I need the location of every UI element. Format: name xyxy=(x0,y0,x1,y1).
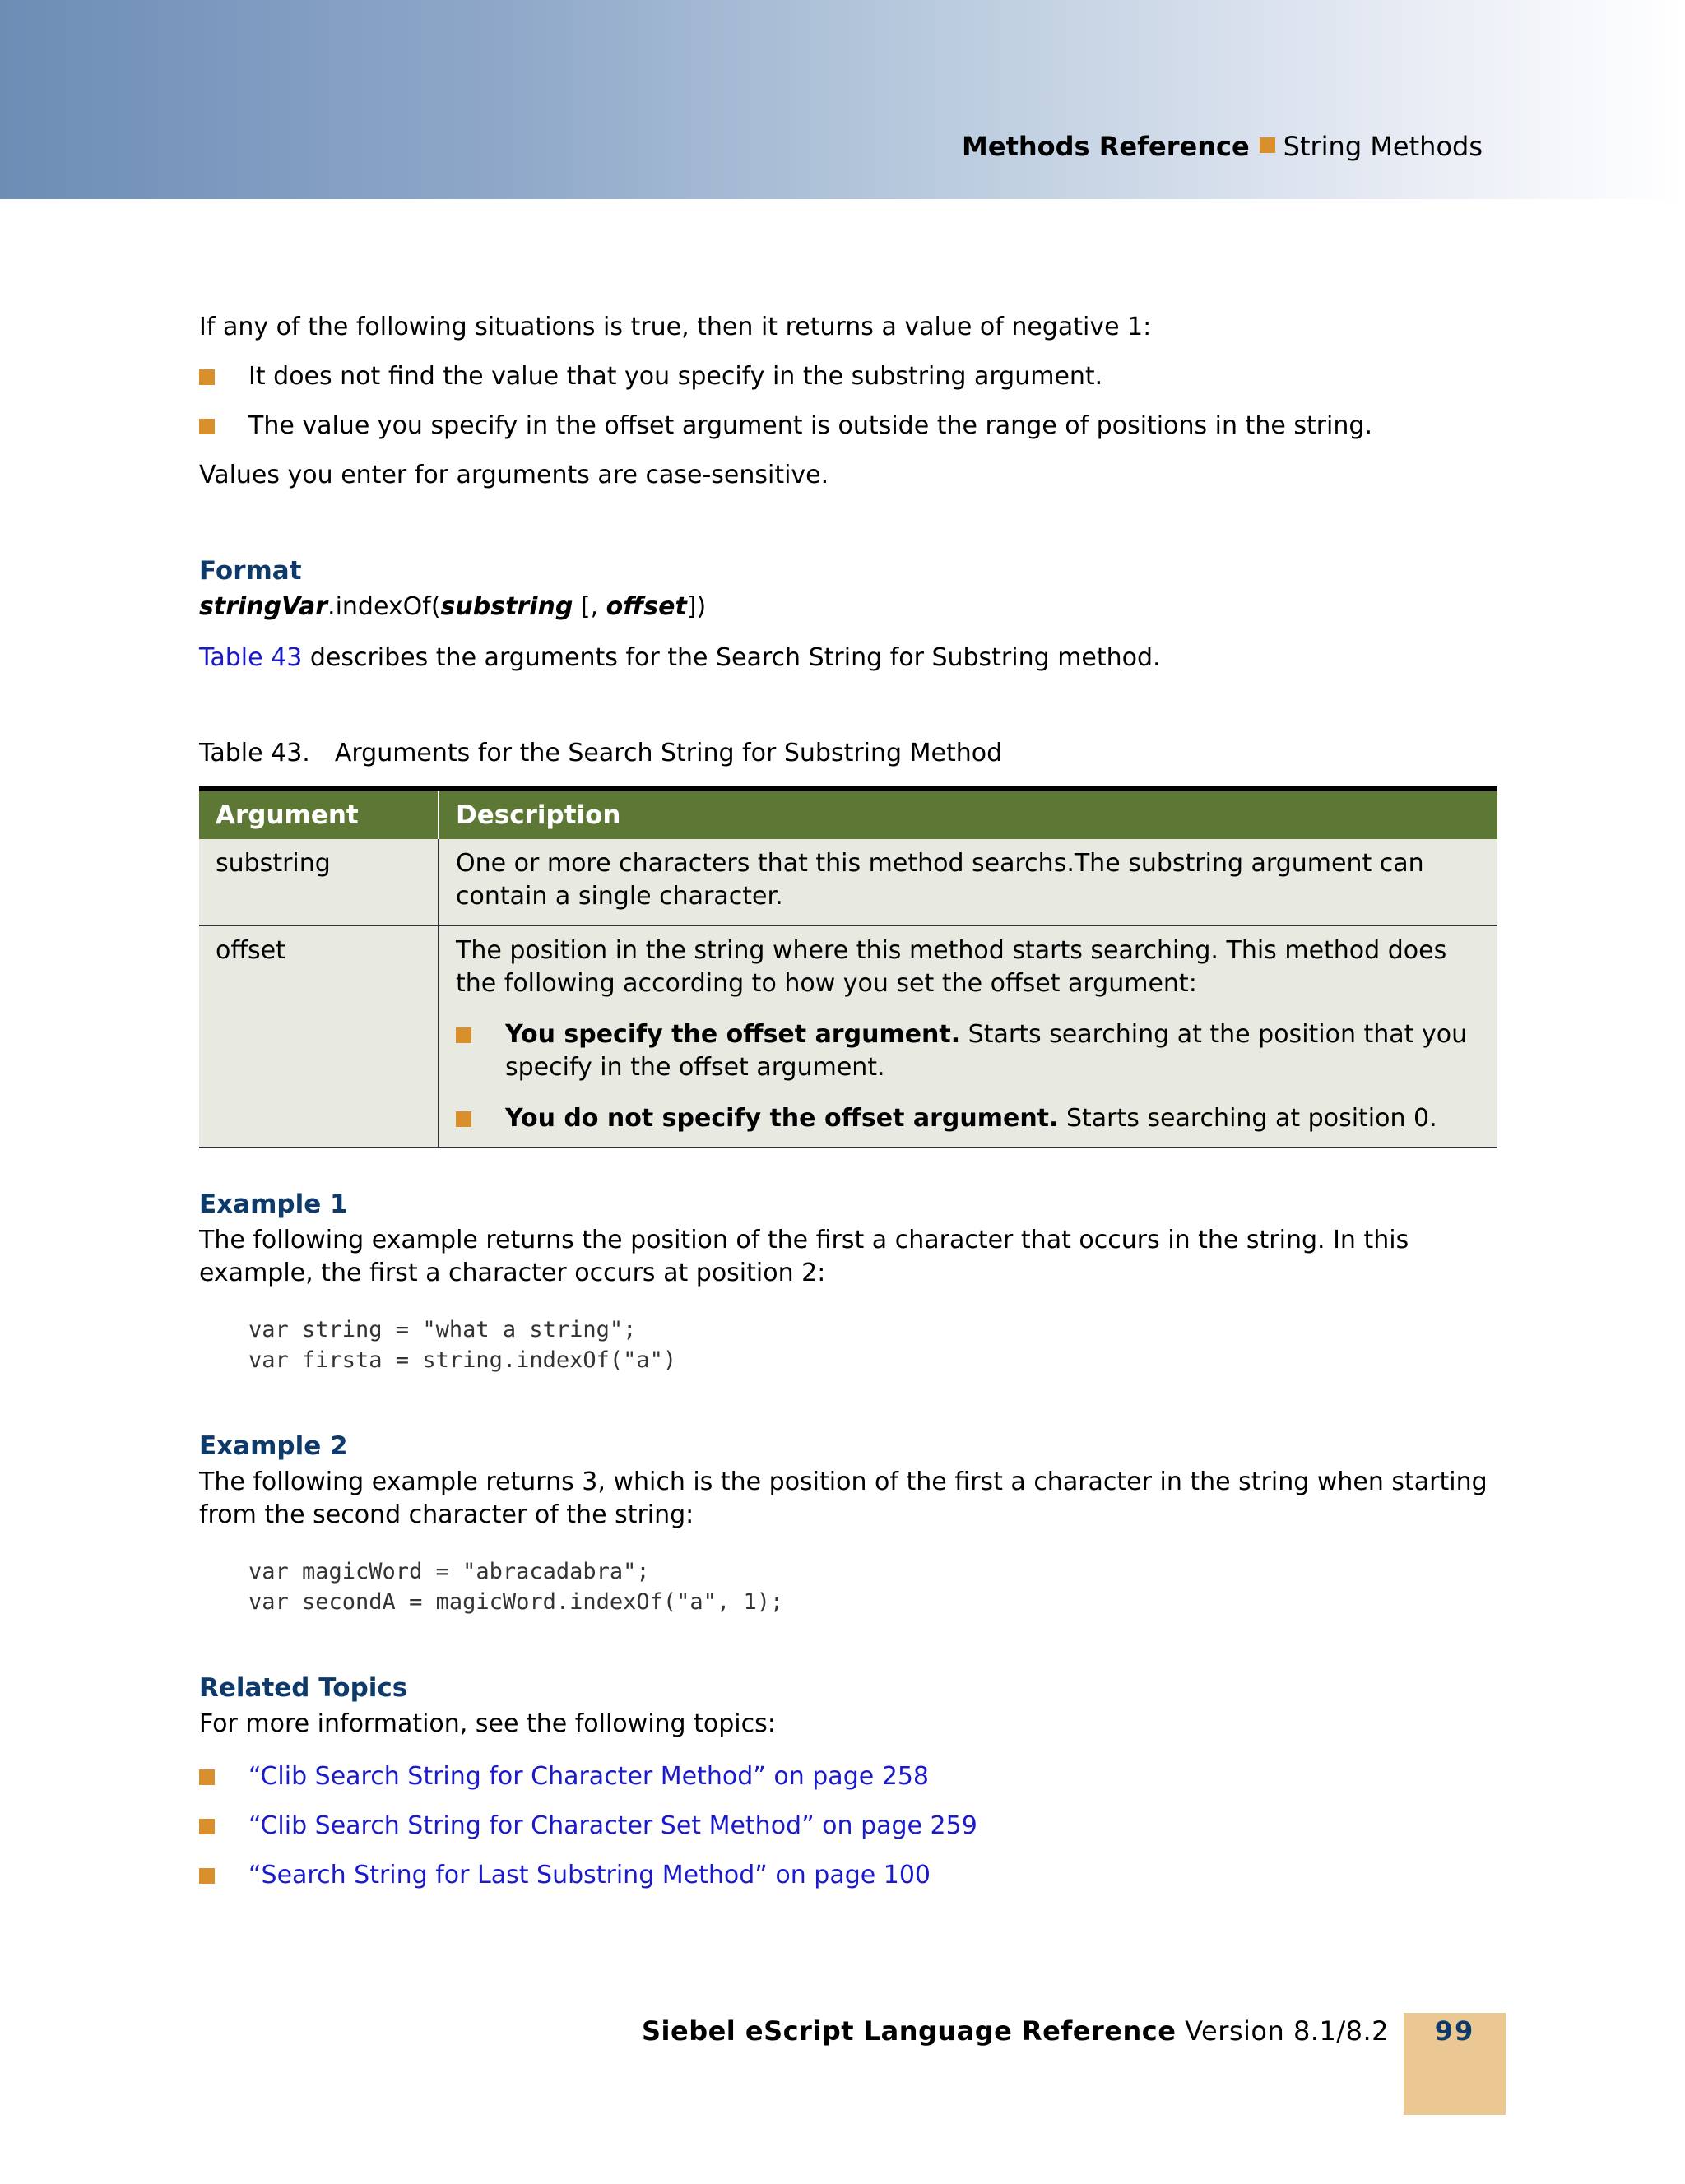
syntax-var: stringVar xyxy=(199,592,328,621)
table-reference xyxy=(199,642,1497,675)
case-note: Values you enter for arguments are case-sensitive. xyxy=(199,461,829,489)
table-row xyxy=(199,839,1497,925)
related-topic-item xyxy=(199,1760,1497,1793)
code-line: var secondA = magicWord.indexOf("a", 1); xyxy=(248,1589,784,1615)
related-topic-link[interactable]: “Clib Search String for Character Set Method” on page 259 xyxy=(248,1811,977,1840)
arguments-table xyxy=(199,786,1497,1148)
related-topic-item xyxy=(199,1859,1497,1892)
argument-cell: offset xyxy=(199,925,439,1148)
example2-text: The following example returns 3, which is the position of the first a character in the string when starting from the second character of the string: xyxy=(199,1468,1488,1529)
syntax-arg-substring: substring xyxy=(440,592,573,621)
example1-heading: Example 1 xyxy=(199,1189,348,1219)
square-bullet-icon xyxy=(1260,137,1275,153)
footer-title: Siebel eScript Language Reference xyxy=(641,2015,1177,2047)
syntax-end: ]) xyxy=(686,592,707,621)
header-section: Methods Reference xyxy=(962,131,1250,162)
square-bullet-icon xyxy=(199,1868,215,1884)
square-bullet-icon xyxy=(456,1111,471,1127)
example2-heading: Example 2 xyxy=(199,1431,348,1461)
condition-item xyxy=(199,410,1497,443)
syntax-mid: [, xyxy=(573,592,606,621)
page-number: 99 xyxy=(1434,2015,1475,2047)
offset-bullet-bold: You specify the offset argument. xyxy=(505,1020,961,1049)
syntax-arg-offset: offset xyxy=(606,592,687,621)
footer-version: Version 8.1/8.2 xyxy=(1176,2015,1389,2047)
code-line: var string = "what a string"; xyxy=(248,1317,637,1342)
square-bullet-icon xyxy=(456,1027,471,1043)
offset-bullet xyxy=(456,1102,1481,1135)
description-cell xyxy=(439,925,1497,1148)
code-line: var firsta = string.indexOf("a") xyxy=(248,1347,677,1373)
related-topic-link[interactable]: “Search String for Last Substring Method” on page 100 xyxy=(248,1861,931,1890)
running-header xyxy=(962,128,1483,165)
column-header-argument: Argument xyxy=(199,791,439,839)
table-43-link[interactable]: Table 43 xyxy=(199,643,303,672)
code-line: var magicWord = "abracadabra"; xyxy=(248,1559,650,1584)
table-row xyxy=(199,925,1497,1148)
footer xyxy=(642,2013,1389,2049)
format-syntax xyxy=(199,591,1497,624)
intro-paragraph: If any of the following situations is true, then it returns a value of negative 1: xyxy=(199,313,1152,341)
condition-item xyxy=(199,360,1497,393)
column-header-description: Description xyxy=(439,791,1497,839)
condition-text: It does not find the value that you specify in the substring argument. xyxy=(248,362,1103,391)
offset-bullet-bold: You do not specify the offset argument. xyxy=(505,1104,1059,1133)
table-reference-text: describes the arguments for the Search String for Substring method. xyxy=(302,643,1161,672)
header-band xyxy=(0,0,1685,199)
description-cell: One or more characters that this method searchs.The substring argument can contain a single character. xyxy=(439,839,1497,925)
example2-code xyxy=(248,1556,783,1617)
square-bullet-icon xyxy=(199,369,215,385)
example1-code xyxy=(248,1315,676,1375)
square-bullet-icon xyxy=(199,419,215,434)
square-bullet-icon xyxy=(199,1819,215,1834)
table-caption: Table 43. Arguments for the Search String for Substring Method xyxy=(199,739,1003,767)
argument-cell: substring xyxy=(199,839,439,925)
format-heading: Format xyxy=(199,556,302,586)
related-topics-text: For more information, see the following topics: xyxy=(199,1709,776,1738)
related-topics-heading: Related Topics xyxy=(199,1673,408,1703)
condition-text: The value you specify in the offset argument is outside the range of positions in the string. xyxy=(248,411,1372,440)
syntax-method: .indexOf( xyxy=(327,592,441,621)
page-number-box xyxy=(1404,2013,1506,2115)
related-topic-link[interactable]: “Clib Search String for Character Method” on page 258 xyxy=(248,1762,929,1791)
offset-bullet xyxy=(456,1018,1481,1084)
example1-text: The following example returns the position of the first a character that occurs in the string. In this example, the first a character occurs at position 2: xyxy=(199,1226,1409,1287)
offset-bullet-text: Starts searching at position 0. xyxy=(1058,1104,1437,1133)
related-topic-item xyxy=(199,1810,1497,1843)
description-text: The position in the string where this method starts searching. This method does the following according to how you set the offset argument: xyxy=(456,936,1447,998)
header-subsection: String Methods xyxy=(1283,131,1483,162)
square-bullet-icon xyxy=(199,1769,215,1785)
offset-bullet-text: Starts searching at the position that you specify in the offset argument. xyxy=(505,1020,1468,1082)
